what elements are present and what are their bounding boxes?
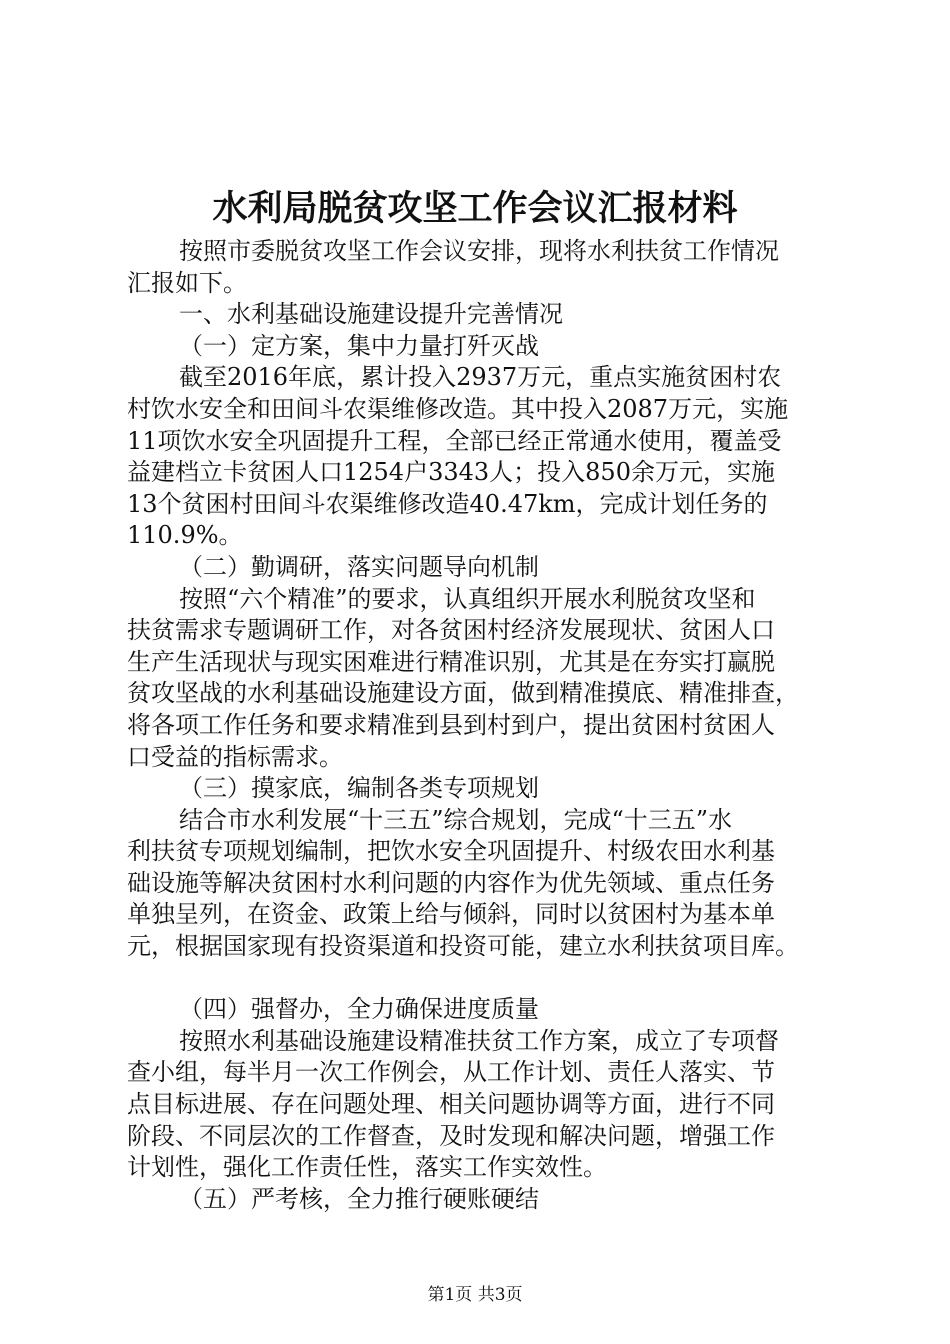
paragraph-line: 110.9%。 [127, 521, 243, 550]
section-heading: 一、水利基础设施建设提升完善情况 [179, 300, 563, 329]
paragraph-line: 点目标进展、存在问题处理、相关问题协调等方面，进行不同 [127, 1090, 775, 1119]
document-title: 水利局脱贫攻坚工作会议汇报材料 [212, 188, 738, 229]
subsection-heading: （一）定方案，集中力量打歼灭战 [179, 331, 539, 360]
paragraph-line: 计划性，强化工作责任性，落实工作实效性。 [127, 1153, 607, 1182]
subsection-heading: （三）摸家底，编制各类专项规划 [179, 774, 539, 803]
paragraph-line: 础设施等解决贫困村水利问题的内容作为优先领域、重点任务 [127, 868, 775, 897]
paragraph-line: 11项饮水安全巩固提升工程，全部已经正常通水使用，覆盖受 [127, 426, 782, 455]
paragraph-line: 益建档立卡贫困人口1254户3343人；投入850余万元，实施 [127, 458, 775, 487]
paragraph-line: 单独呈列，在资金、政策上给与倾斜，同时以贫困村为基本单 [127, 900, 775, 929]
paragraph-line: 利扶贫专项规划编制，把饮水安全巩固提升、村级农田水利基 [127, 837, 775, 866]
paragraph-line: 查小组，每半月一次工作例会，从工作计划、责任人落实、节 [127, 1058, 775, 1087]
paragraph-line: 13个贫困村田间斗农渠维修改造40.47km，完成计划任务的 [127, 489, 768, 518]
paragraph-line: 按照市委脱贫攻坚工作会议安排，现将水利扶贫工作情况 [179, 237, 779, 265]
paragraph-line: 阶段、不同层次的工作督查，及时发现和解决问题，增强工作 [127, 1121, 775, 1150]
subsection-heading: （二）勤调研，落实问题导向机制 [179, 552, 539, 581]
paragraph-line: 结合市水利发展“十三五”综合规划，完成“十三五”水 [179, 805, 733, 834]
paragraph-line: 将各项工作任务和要求精准到县到村到户，提出贫困村贫困人 [127, 710, 775, 739]
paragraph-line: 汇报如下。 [127, 268, 247, 297]
blank-line [127, 963, 850, 995]
page-number-footer: 第1页 共3页 [427, 1285, 523, 1305]
paragraph-line: 按照“六个精准”的要求，认真组织开展水利脱贫攻坚和 [179, 584, 756, 613]
paragraph-line: 扶贫需求专题调研工作，对各贫困村经济发展现状、贫困人口 [127, 616, 775, 645]
document-body [127, 236, 850, 1215]
paragraph-line: 贫攻坚战的水利基础设施建设方面，做到精准摸底、精准排查， [127, 679, 799, 708]
paragraph-line: 口受益的指标需求。 [127, 742, 343, 771]
subsection-heading: （四）强督办，全力确保进度质量 [179, 995, 539, 1024]
paragraph-line: 按照水利基础设施建设精准扶贫工作方案，成立了专项督 [179, 1026, 779, 1055]
paragraph-line: 截至2016年底，累计投入2937万元，重点实施贫困村农 [179, 363, 782, 392]
paragraph-line: 元，根据国家现有投资渠道和投资可能，建立水利扶贫项目库。 [127, 932, 799, 961]
paragraph-line: 村饮水安全和田间斗农渠维修改造。其中投入2087万元，实施 [127, 394, 789, 423]
subsection-heading: （五）严考核，全力推行硬账硬结 [179, 1184, 539, 1213]
paragraph-line: 生产生活现状与现实困难进行精准识别，尤其是在夯实打赢脱 [127, 647, 775, 676]
